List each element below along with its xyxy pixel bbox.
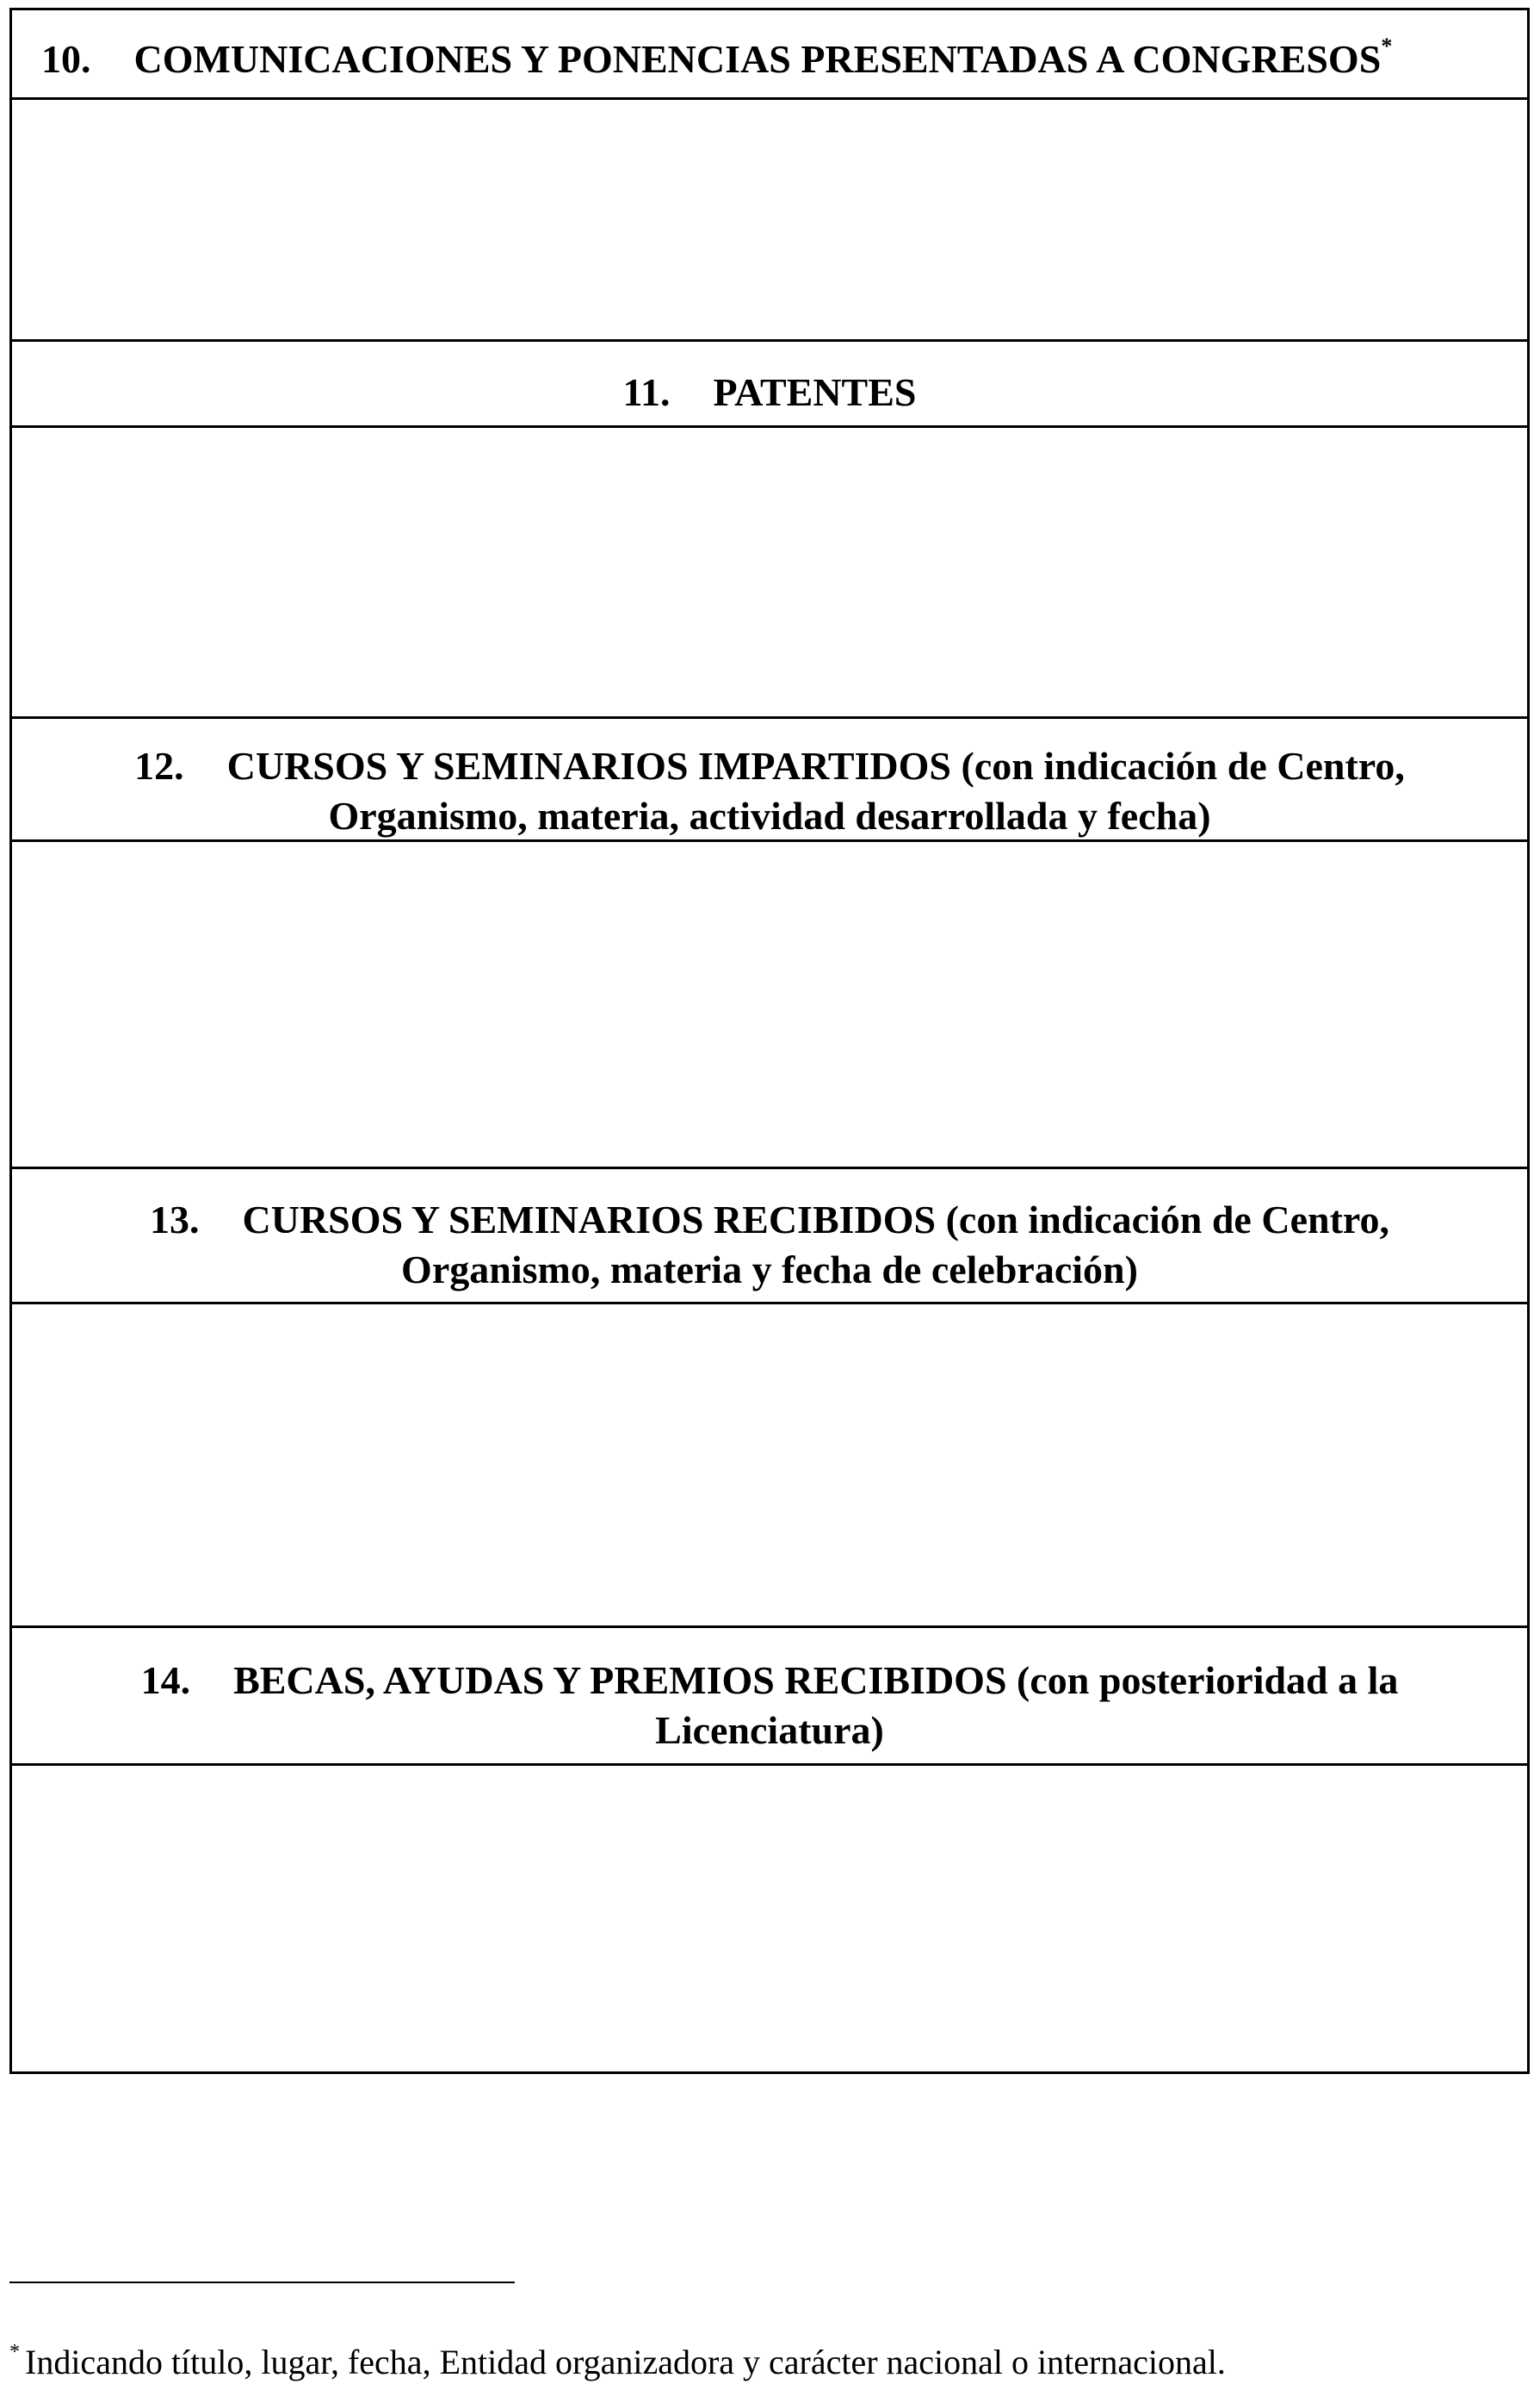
section-14-title-line1: 14. BECAS, AYUDAS Y PREMIOS RECIBIDOS (con posterioridad a la <box>140 1658 1399 1702</box>
footnote-text: Indicando título, lugar, fecha, Entidad organizadora y carácter nacional o internacional. <box>25 2343 1226 2381</box>
cv-form-table <box>9 8 1530 2074</box>
section-14-title-line2: Licenciatura) <box>655 1708 884 1752</box>
section-13-number: 13. <box>150 1198 200 1241</box>
section-12-header <box>12 719 1527 842</box>
section-11-title: PATENTES <box>713 370 917 414</box>
section-14-number: 14. <box>140 1658 191 1702</box>
section-13-title-line2: Organismo, materia y fecha de celebración) <box>401 1248 1138 1291</box>
section-11-header <box>12 342 1527 428</box>
section-13-header <box>12 1169 1527 1304</box>
footnote <box>9 2342 1226 2383</box>
section-13-title-line1: 13. CURSOS Y SEMINARIOS RECIBIDOS (con indicación de Centro, <box>150 1198 1389 1241</box>
section-12-number: 12. <box>134 744 184 788</box>
section-11-number: 11. <box>622 370 671 414</box>
section-10-title: COMUNICACIONES Y PONENCIAS PRESENTADAS A CONGRESOS <box>133 37 1382 81</box>
section-10-header <box>12 10 1527 100</box>
footnote-separator <box>9 2282 515 2283</box>
section-10-footnote-marker: * <box>1381 34 1393 59</box>
section-12-title-line2: Organismo, materia, actividad desarrollada y fecha) <box>328 794 1211 838</box>
section-10-number: 10. <box>41 37 91 81</box>
section-12-title-line1: 12. CURSOS Y SEMINARIOS IMPARTIDOS (con indicación de Centro, <box>134 744 1405 788</box>
section-14-header <box>12 1628 1527 1766</box>
footnote-marker: * <box>9 2341 20 2363</box>
